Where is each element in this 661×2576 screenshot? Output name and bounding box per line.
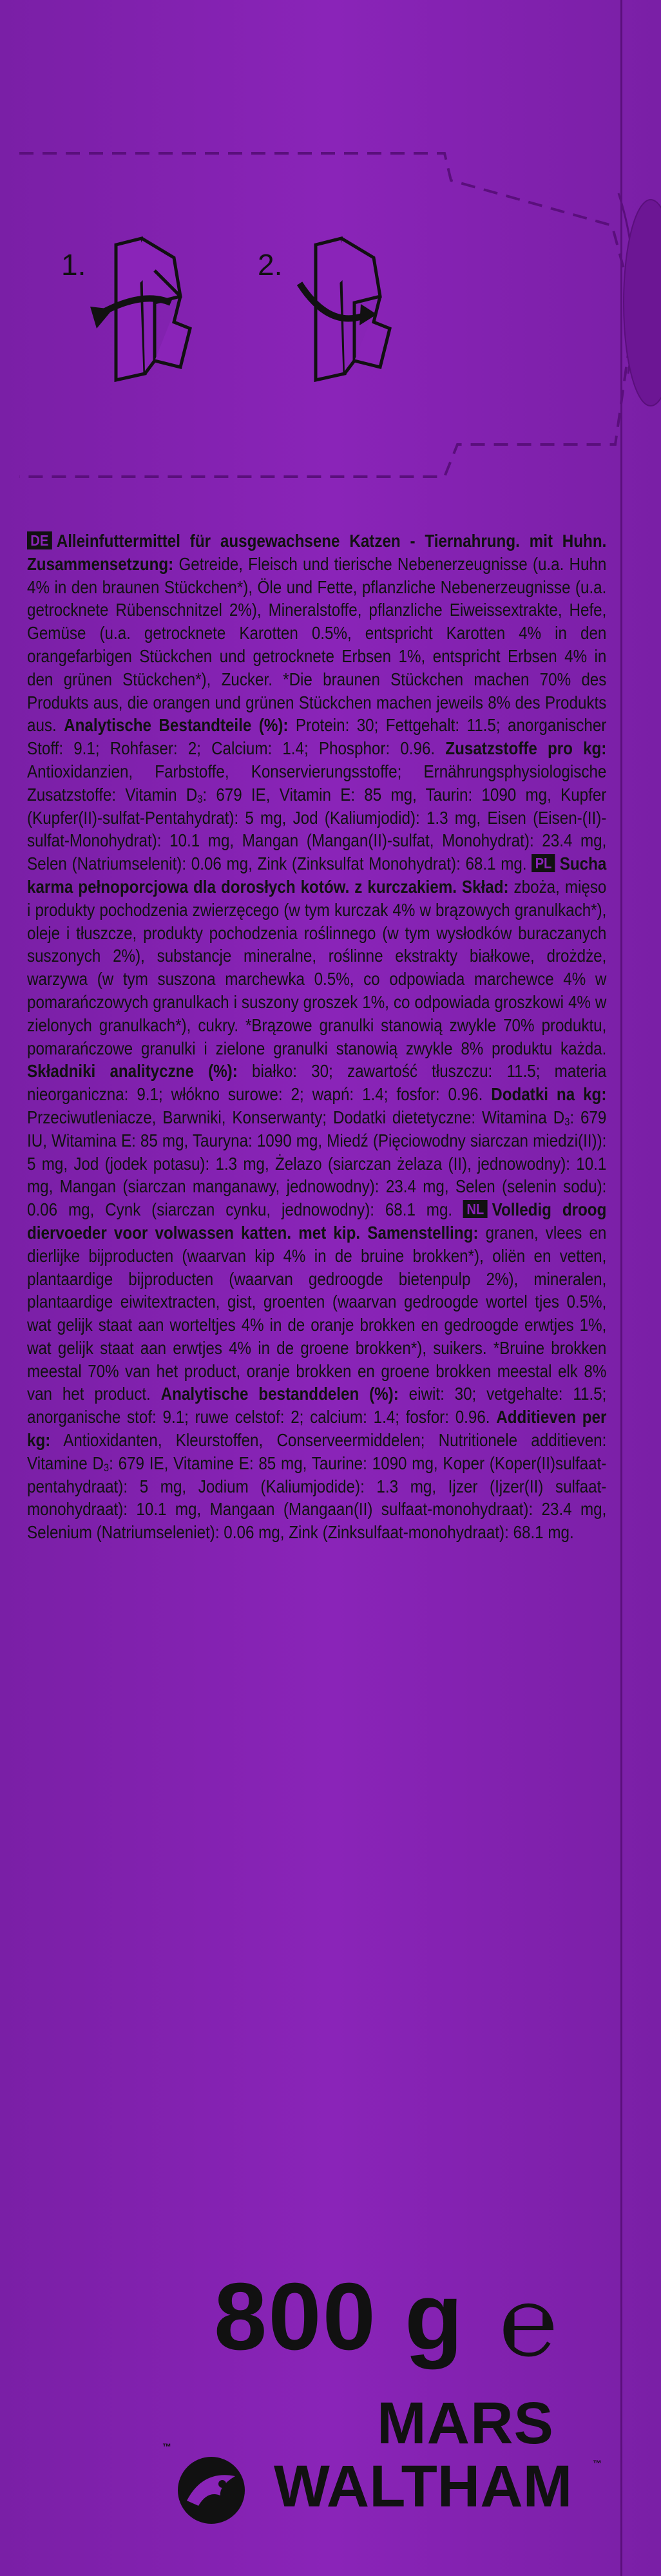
waltham-logo-icon	[168, 2450, 258, 2528]
brand-mars: MARS	[377, 2390, 554, 2456]
estimated-sign: ℮	[499, 2269, 558, 2376]
product-title: Volledig droog diervoeder voor volwassen katten. met kip.	[27, 1199, 607, 1243]
tab-open-step2-icon	[300, 238, 390, 380]
composition-text: granen, vlees en dierlijke bijproducten (waarvan kip 4% in de bruine brokken*), oliën en vetten, plantaardige bijproducten (waarvan gedroogde bietenpulp 2%), mineralen, plantaardige eiwitextracten, gist, groenten (waarvan gedroogde wortel tjes 0.5%, wat gelijk staat aan worteltjes 4% in de oranje brokken en gedroogde erwtjes 1%, wat gelijk staat aan erwtjes 4% in de groene brokken*), suikers. *Bruine brokken meestal 70% van het product, oranje brokken en groene brokken meestal elk 8% van het product.	[27, 1222, 607, 1404]
composition-label: Samenstelling:	[367, 1222, 479, 1243]
product-title: Sucha karma pełnoporcjowa dla dorosłych kotów. z kurczakiem.	[27, 854, 607, 897]
analytical-label: Analytische bestanddelen (%):	[160, 1384, 399, 1404]
language-badge: PL	[532, 854, 555, 872]
additives-label: Dodatki na kg:	[491, 1084, 607, 1105]
analytical-text: Protein: 30; Fettgehalt: 11.5; anorganischer Stoff: 9.1; Rohfaser: 2; Calcium: 1.4; Phosphor: 0.96.	[27, 715, 607, 759]
language-badge: NL	[463, 1200, 488, 1218]
subscript: 3	[564, 1116, 570, 1128]
additives-text: Antioxidanten, Kleurstoffen, Conserveermiddelen; Nutritionele additieven: Vitamine D	[27, 1430, 607, 1473]
opening-flap-diagram	[0, 0, 661, 515]
language-badge: DE	[27, 531, 52, 549]
step-1-number: 1.	[61, 248, 86, 281]
analytical-text: eiwit: 30; vetgehalte: 11.5; anorganische stof: 9.1; ruwe celstof: 2; calcium: 1.4; fosfor: 0.96.	[27, 1384, 607, 1427]
composition-text: Getreide, Fleisch und tierische Nebenerzeugnisse (u.a. Huhn 4% in den braunen Stückchen*), Öle und Fette, pflanzliche Nebenerzeugnisse (u.a. getrocknete Rübenschnitzel 2%), Mineralstoffe, pflanzliche Eiweissextrakte, Hefe, Gemüse (u.a. getrocknete Karotten 0.5%, entspricht Karotten 4% in den orangefarbigen Stückchen und getrocknete Erbsen 1%, entspricht Erbsen 4% in den grünen Stückchen*), Zucker. *Die braunen Stückchen machen 70% des Produkts aus, die orangen und grünen Stückchen machen jeweils 8% des Produkts aus.	[27, 553, 607, 736]
ingredients-text	[27, 530, 606, 1544]
additives-label: Zusatzstoffe pro kg:	[445, 738, 607, 759]
additives-label: Additieven per kg:	[27, 1407, 607, 1451]
waltham-tm: ™	[593, 2458, 602, 2468]
additives-text: Antioxidanzien, Farbstoffe, Konservierungsstoffe; Ernährungsphysiologische Zusatzstoffe: Vitamin D	[27, 761, 607, 805]
subscript: 3	[103, 1462, 110, 1474]
composition-label: Zusammensetzung:	[27, 553, 174, 574]
section-de	[27, 530, 606, 1544]
additives-text-cont: : 679 IE, Vitamin E: 85 mg, Taurin: 1090 mg, Kupfer (Kupfer(II)-sulfat-Pentahydrat): 5 mg, Jod (Kaliumjodid): 1.3 mg, Eisen (Eisen-(II)-sulfat-Monohydrat): 10.1 mg, Mangan (Mangan(II)-sulfat, Monohydrat): 23.4 mg, Selen (Natriumselenit): 0.06 mg, Zink (Zinksulfat Monohydrat): 68.1 mg.	[27, 784, 607, 874]
flap-lobe	[624, 200, 661, 406]
product-title: Alleinfuttermittel für ausgewachsene Katzen - Tiernahrung. mit Huhn.	[56, 531, 607, 551]
analytical-label: Analytische Bestandteile (%):	[64, 715, 289, 736]
analytical-label: Składniki analityczne (%):	[27, 1061, 238, 1082]
composition-text: zboża, mięso i produkty pochodzenia zwierzęcego (w tym kurczak 4% w brązowych granulkach*), oleje i tłuszcze, produkty pochodzenia roślinnego (w tym wysłodków buraczanych suszonych 2%), substancje mineralne, roślinne ekstrakty białkowe, drożdże, warzywa (w tym suszona marchewka 0.5%, co odpowiada marchewce 4% w pomarańczowych granulkach i suszony groszek 1%, co odpowiada groszkowi 4% w zielonych granulkach*), cukry. *Brązowe granulki stanowią zwykle 70% produktu, pomarańczowe granulki i zielone granulki stanowią zwykle 8% produktu każda.	[27, 876, 607, 1058]
additives-text-cont: : 679 IE, Vitamine E: 85 mg, Taurine: 1090 mg, Koper (Koper(II)sulfaat-pentahydraat): 5 mg, Jodium (Kaliumjodide): 1.3 mg, Ijzer (Ijzer(II) sulfaat-monohydraat): 10.1 mg, Mangaan (Mangaan(II) sulfaat-monohydraat): 23.4 mg, Selenium (Natriumseleniet): 0.06 mg, Zink (Zinksulfaat-monohydraat): 68.1 mg.	[27, 1453, 607, 1543]
subscript: 3	[197, 793, 203, 805]
net-weight: 800 g	[214, 2264, 465, 2370]
brand-waltham: WALTHAM	[274, 2454, 573, 2519]
step-2-number: 2.	[258, 248, 283, 281]
additives-text-cont: : 679 IU, Witamina E: 85 mg, Tauryna: 1090 mg, Miedź (Pięciowodny siarczan miedzi(II)): 5 mg, Jod (jodek potasu): 1.3 mg, Żelazo (siarczan żelaza (II), jednowodny): 10.1 mg, Mangan (siarczan manganawy, jednowodny): 23.4 mg, Selen (selenin sodu): 0.06 mg, Cynk (siarczan cynku, jednowodny): 68.1 mg.	[27, 1107, 607, 1220]
waltham-logo-tm: ™	[162, 2441, 171, 2452]
tab-open-step1-icon	[90, 238, 190, 380]
additives-text: Przeciwutleniacze, Barwniki, Konserwanty; Dodatki dietetyczne: Witamina D	[27, 1107, 565, 1127]
analytical-text: białko: 30; zawartość tłuszczu: 11.5; materia nieorganiczna: 9.1; włókno surowe: 2; wapń: 1.4; fosfor: 0.96.	[27, 1061, 607, 1105]
composition-label: Skład:	[461, 876, 509, 897]
